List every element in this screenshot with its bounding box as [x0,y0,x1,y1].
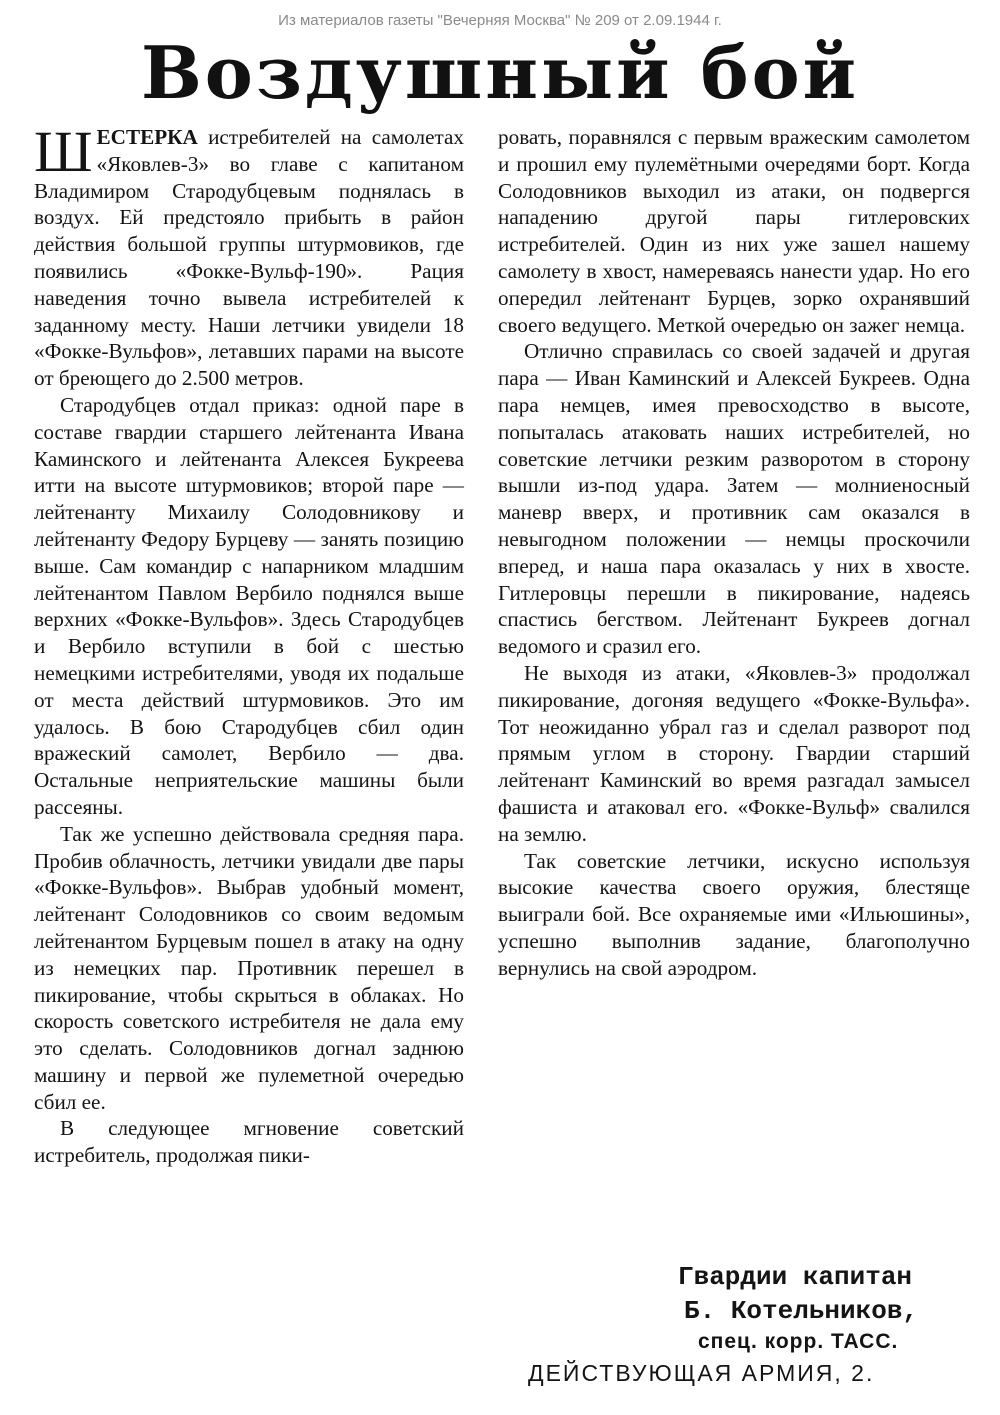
article-column-right [498,124,970,982]
article-column-left [34,119,464,1169]
author-role: спец. корр. ТАСС. [698,1330,899,1353]
dateline: ДЕЙСТВУЮЩАЯ АРМИЯ, 2. [528,1360,875,1386]
article-paragraph: Так же успешно действовала средняя пара. Пробив облачность, летчики увидали две пары «Фокке-Вульфов». Выбрав удобный момент, лейтенант Солодовников со своим ведомым лейтенантом Бурцевым пошел в атаку на одну из немецких пар. Противник перешел в пикирование, чтобы скрыться в облаках. Но скорость советского истребителя не дала ему это сделать. Солодовников догнал заднюю машину и первой же пулеметной очередью сбил ее. [34,821,464,1114]
drop-cap: Ш [34,119,93,184]
article-paragraph: Стародубцев отдал приказ: одной паре в составе гвардии старшего лейтенанта Ивана Каминского и лейтенанта Алексея Букреева итти на высоте штурмовиков; второй паре — лейтенанту Михаилу Солодовникову и лейтенанту Федору Бурцеву — занять позицию выше. Сам командир с напарником младшим лейтенантом Павлом Вербило поднялся выше верхних «Фокке-Вульфов». Здесь Стародубцев и Вербило вступили в бой с шестью немецкими истребителями, уводя их подальше от места действий штурмовиков. Это им удалось. В бою Стародубцев сбил один вражеский самолет, Вербило — два. Остальные неприятельские машины были рассеяны. [34,392,464,819]
source-note: Из материалов газеты "Вечерняя Москва" № 209 от 2.09.1944 г. [278,12,722,29]
article-paragraph [34,119,464,392]
author-rank: Гвардии капитан [678,1262,913,1292]
headline: Воздушный бой [140,30,860,115]
article-paragraph: Отлично справилась со своей задачей и другая пара — Иван Каминский и Алексей Букреев. Одна пара немцев, имея превосходство в высоте, попыталась атаковать наших истребителей, но советские летчики резким разворотом в сторону вышли из-под удара. Затем — молниеносный маневр вверх, и противник сам оказался в невыгодном положении — немцы проскочили вперед, и наша пара оказалась у них в хвосте. Гитлеровцы перешли в пикирование, надеясь спастись бегством. Лейтенант Букреев догнал ведомого и сразил его. [498,339,970,659]
article-paragraph: В следующее мгновение советский истребитель, продолжая пики- [34,1116,464,1168]
lead-word: ЕСТЕРКА [96,125,198,149]
article-paragraph: ровать, поравнялся с первым вражеским самолетом и прошил ему пулемётными очередями борт. Когда Солодовников выходил из атаки, он подвергся нападению другой пары гитлеровских истребителей. Один из них уже зашел нашему самолету в хвост, намереваясь нанести удар. Но его опередил лейтенант Бурцев, зорко охранявший своего ведущего. Меткой очередью он зажег немца. [498,125,970,337]
article-paragraph: Так советские летчики, искусно используя высокие качества своего оружия, блестяще выиграли бой. Все охраняемые ими «Ильюшины», успешно выполнив задание, благополучно вернулись на свой аэродром. [498,848,970,980]
author-name: Б. Котельников, [684,1296,919,1326]
article-paragraph: Не выходя из атаки, «Яковлев-3» продолжал пикирование, догоняя ведущего «Фокке-Вульфа». Тот неожиданно убрал газ и сделал разворот под прямым углом в сторону. Гвардии старший лейтенант Каминский во время разгадал замысел фашиста и атаковал его. «Фокке-Вульф» свалился на землю. [498,660,970,846]
paragraph-text: истребителей на самолетах «Яковлев-3» во главе с капитаном Владимиром Стародубцевым поднялась в воздух. Ей предстояло прибыть в район действия большой группы штурмовиков, где появились «Фокке-Вульф-190». Рация наведения точно вывела истребителей к заданному месту. Наши летчики увидели 18 «Фокке-Вульфов», летавших парами на высоте от бреющего до 2.500 метров. [34,125,464,391]
